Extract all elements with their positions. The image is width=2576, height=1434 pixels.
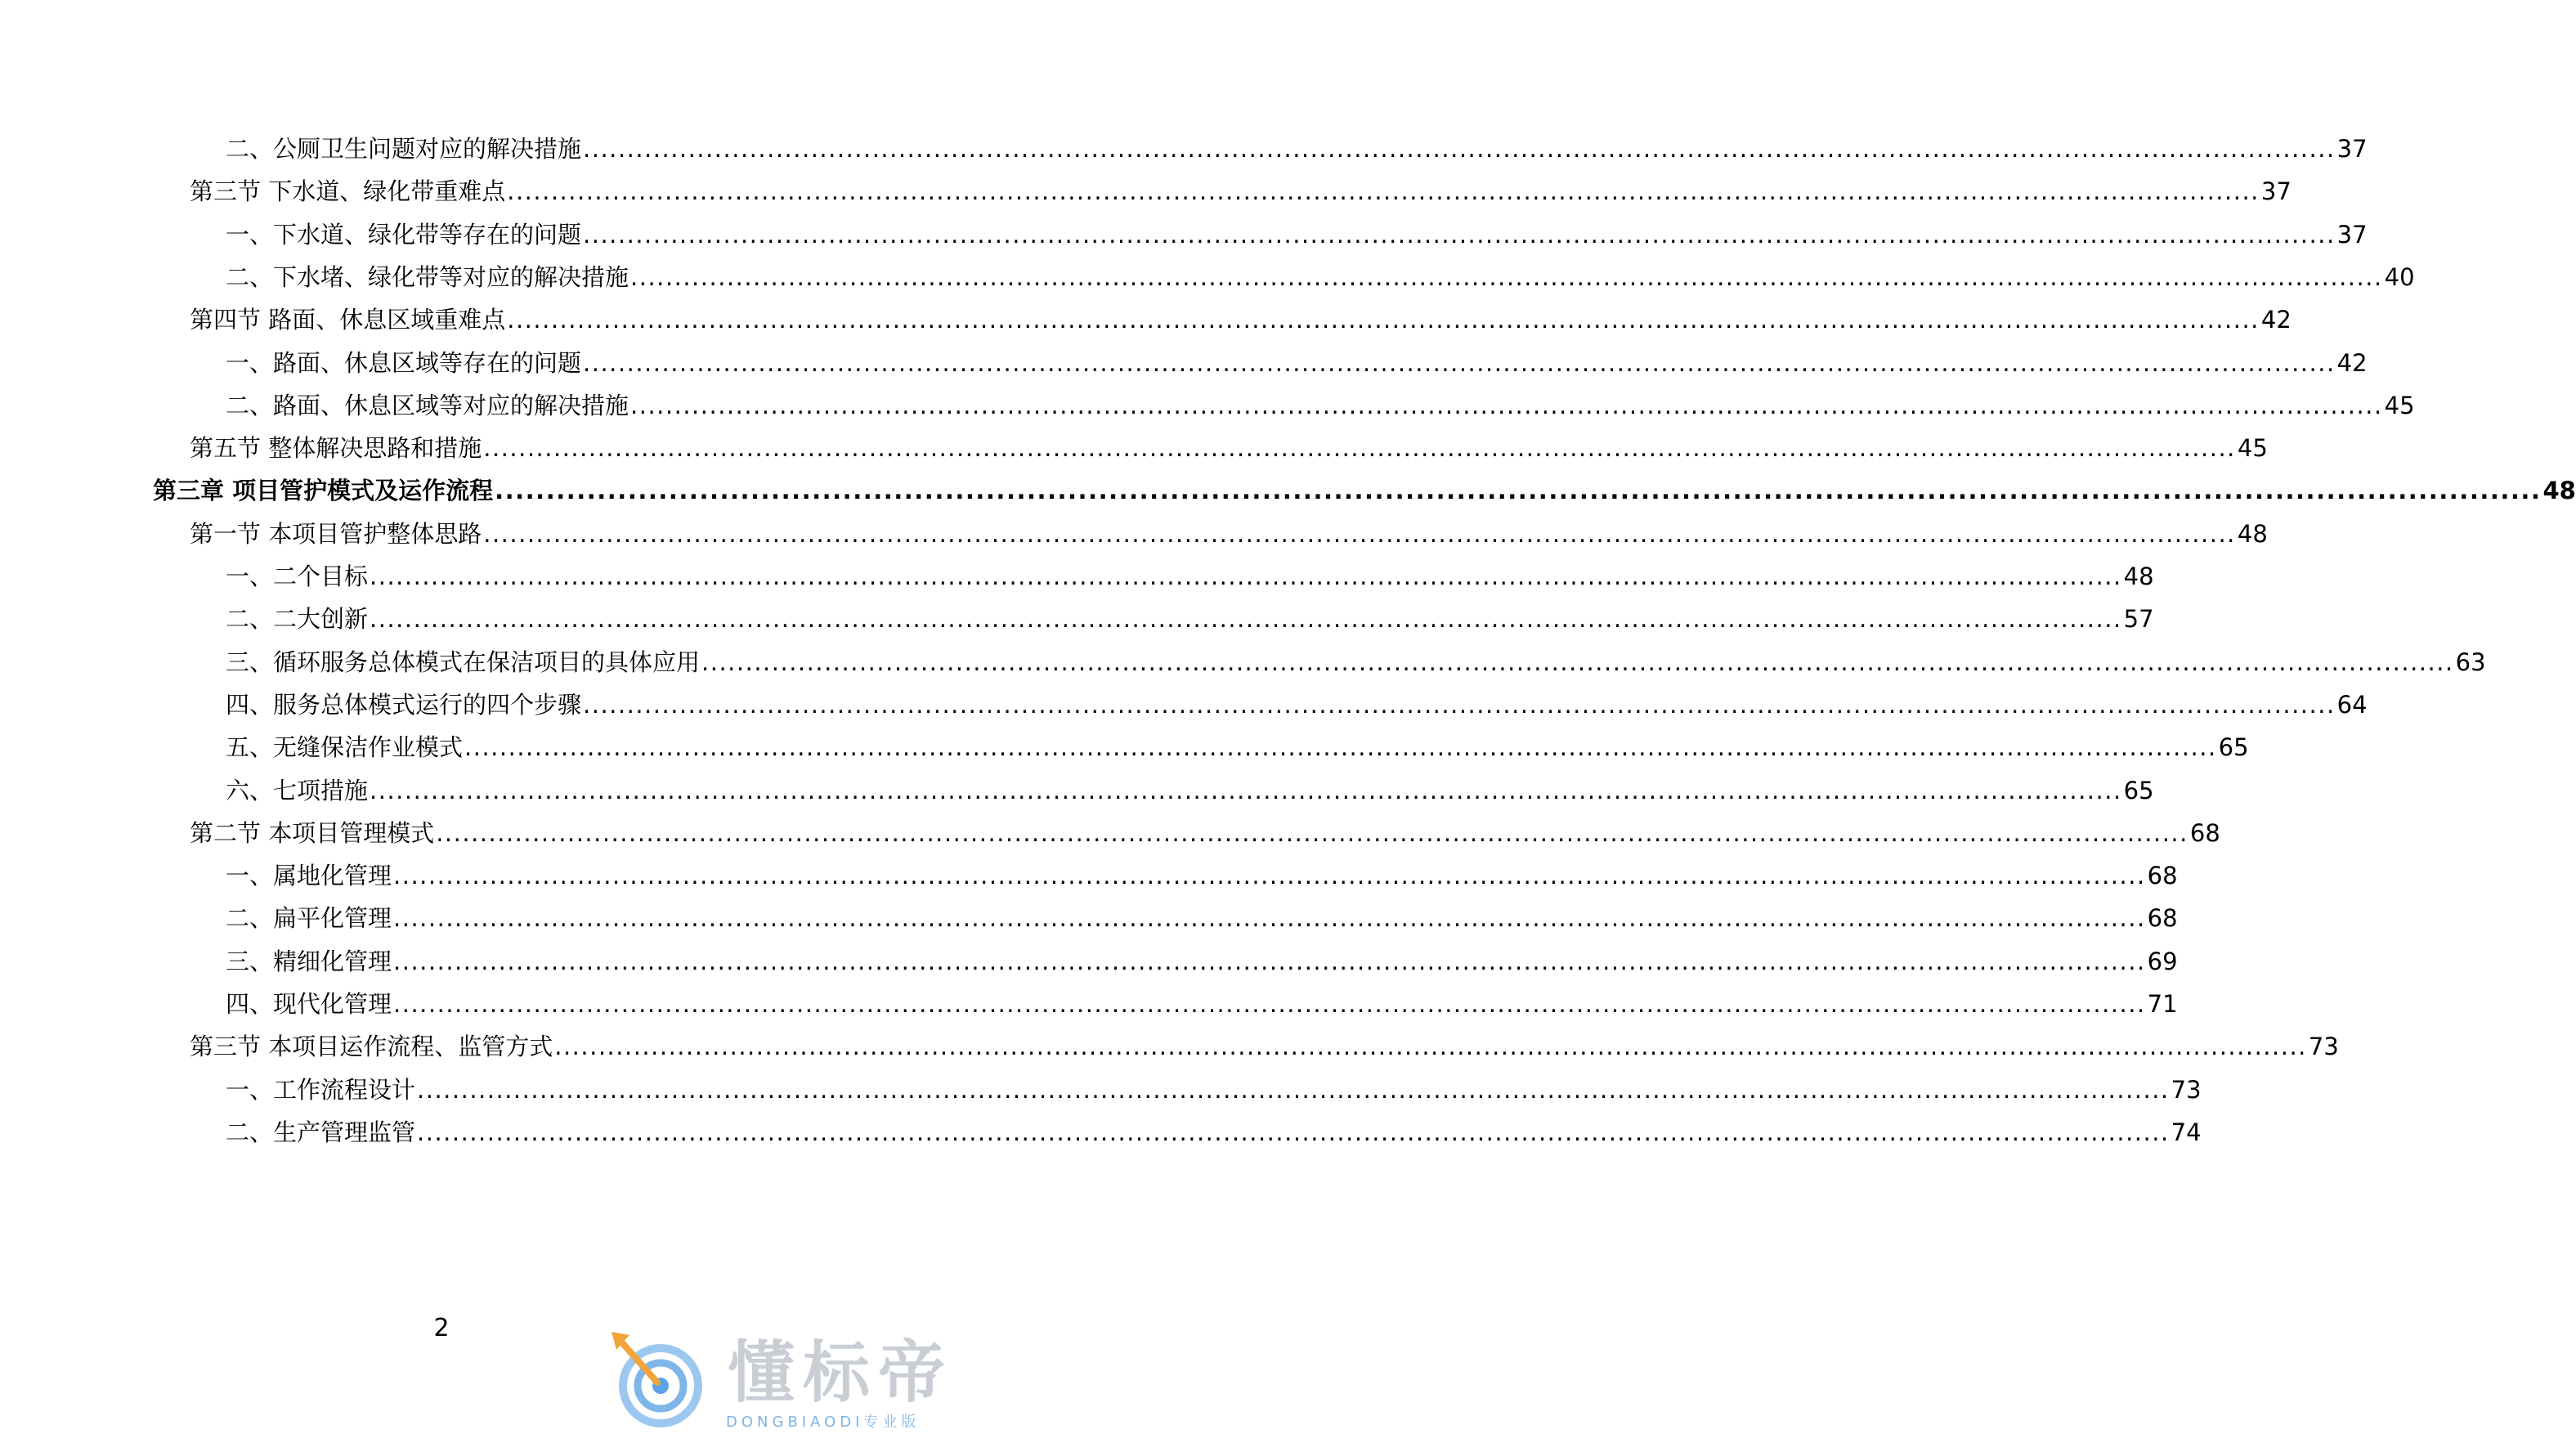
toc-entry-title: 第三节 本项目运作流程、监管方式 [190,1033,553,1061]
page-number: 2 [433,1314,450,1342]
toc-leader-dots: ........................................................................................................................................................................................................ [417,1118,2170,1146]
toc-entry[interactable] [226,389,2415,422]
toc-entry-page: 42 [2260,306,2292,334]
toc-leader-dots: ........................................................................................................................................................................................................ [370,605,2122,634]
toc-leader-dots: ........................................................................................................................................................................................................ [393,990,2146,1018]
toc-entry-page: 37 [2336,135,2368,163]
toc-entry-title: 三、循环服务总体模式在保洁项目的具体应用 [226,648,701,676]
toc-entry-title: 一、下水道、绿化带等存在的问题 [226,220,582,249]
toc-entry-page: 65 [2218,733,2249,762]
toc-entry-page: 45 [2237,434,2268,463]
toc-entry-title: 二、路面、休息区域等对应的解决措施 [226,391,629,419]
watermark-subtitle: DONGBIAODI专业版 [726,1414,921,1431]
toc-entry[interactable] [226,1116,2202,1149]
watermark-brand: 懂标帝 [728,1334,954,1412]
toc-entry[interactable] [190,175,2292,208]
toc-entry-title: 第一节 本项目管护整体思路 [190,519,482,548]
toc-entry[interactable] [226,218,2368,251]
toc-entry[interactable] [226,132,2368,165]
toc-entry-title: 三、精细化管理 [226,947,392,975]
toc-entry-title: 第二节 本项目管理模式 [190,818,435,847]
toc-entry-page: 63 [2455,648,2486,676]
toc-entry-title: 六、七项措施 [226,776,369,804]
toc-entry[interactable] [190,817,2220,849]
toc-leader-dots: ........................................................................................................................................................................................................ [583,690,2336,719]
toc-entry-title: 二、公厕卫生问题对应的解决措施 [226,135,582,163]
toc-entry-page: 65 [2123,776,2154,804]
toc-entry-title: 第五节 整体解决思路和措施 [190,434,482,463]
toc-entry[interactable] [190,1030,2339,1063]
toc-entry-title: 一、工作流程设计 [226,1075,416,1104]
toc-leader-dots: ........................................................................................................................................................................................................ [370,562,2122,590]
toc-entry[interactable] [190,303,2292,336]
toc-entry[interactable] [226,859,2178,892]
toc-leader-dots: ........................................................................................................................................................................................................ [630,391,2383,419]
toc-leader-dots: ........................................................................................................................................................................................................ [393,947,2146,975]
toc-entry-page: 48 [2542,477,2576,505]
toc-entry-title: 第四节 路面、休息区域重难点 [190,306,506,334]
toc-entry-page: 74 [2171,1118,2202,1146]
toc-entry-page: 37 [2260,177,2292,206]
toc-entry-page: 68 [2189,818,2220,847]
toc-leader-dots: ........................................................................................................................................................................................................ [583,220,2336,249]
toc-entry-page: 71 [2147,990,2178,1018]
toc-entry-page: 40 [2384,262,2415,291]
toc-entry[interactable] [226,646,2486,679]
toc-entry-page: 68 [2147,862,2178,890]
toc-leader-dots: ........................................................................................................................................................................................................ [507,177,2260,206]
toc-leader-dots: ........................................................................................................................................................................................................ [701,648,2454,676]
toc-entry-title: 一、二个目标 [226,562,369,590]
toc-entry-title: 二、二大创新 [226,605,369,634]
toc-entry-page: 37 [2336,220,2368,249]
toc-entry-title: 二、扁平化管理 [226,904,392,933]
toc-entry[interactable] [226,688,2368,721]
toc-entry[interactable] [226,347,2368,379]
toc-entry-page: 69 [2147,947,2178,975]
toc-entry[interactable] [226,774,2154,807]
toc-entry[interactable] [226,902,2178,934]
toc-entry-page: 73 [2171,1075,2202,1104]
toc-leader-dots: ........................................................................................................................................................................................................ [464,733,2217,762]
toc-entry[interactable] [226,603,2154,635]
toc-leader-dots: ........................................................................................................................................................................................................ [583,348,2336,377]
toc-entry-title: 二、生产管理监管 [226,1118,416,1146]
toc-leader-dots: ........................................................................................................................................................................................................ [370,776,2122,804]
watermark [605,1329,997,1431]
toc-entry[interactable] [226,1073,2202,1106]
toc-entry[interactable] [153,474,2576,507]
toc-leader-dots: ........................................................................................................................................................................................................ [393,862,2146,890]
toc-leader-dots: ........................................................................................................................................................................................................ [495,477,2542,505]
toc-entry-title: 四、服务总体模式运行的四个步骤 [226,690,582,719]
toc-leader-dots: ........................................................................................................................................................................................................ [483,434,2236,463]
toc-entry-title: 第三章 项目管护模式及运作流程 [153,477,494,505]
toc-entry-title: 一、属地化管理 [226,862,392,890]
toc-entry-page: 48 [2237,519,2268,548]
target-arrow-icon [605,1329,711,1431]
toc-entry-page: 68 [2147,904,2178,933]
toc-entry-title: 五、无缝保洁作业模式 [226,733,464,762]
toc-entry[interactable] [190,518,2268,550]
toc-leader-dots: ........................................................................................................................................................................................................ [483,519,2236,548]
toc-entry-page: 45 [2384,391,2415,419]
toc-entry-title: 二、下水堵、绿化带等对应的解决措施 [226,262,629,291]
toc-leader-dots: ........................................................................................................................................................................................................ [393,904,2146,933]
toc-entry[interactable] [190,432,2268,464]
toc-entry[interactable] [226,261,2415,294]
toc-leader-dots: ........................................................................................................................................................................................................ [583,135,2336,163]
toc-leader-dots: ........................................................................................................................................................................................................ [436,818,2188,847]
toc-entry-title: 一、路面、休息区域等存在的问题 [226,348,582,377]
toc-entry[interactable] [226,988,2178,1020]
toc-entry-page: 48 [2123,562,2154,590]
toc-entry-page: 73 [2308,1033,2339,1061]
toc-entry-title: 第三节 下水道、绿化带重难点 [190,177,506,206]
toc-entry-page: 42 [2336,348,2368,377]
toc-entry-title: 四、现代化管理 [226,990,392,1018]
toc-entry[interactable] [226,945,2178,978]
toc-leader-dots: ........................................................................................................................................................................................................ [554,1033,2307,1061]
toc-leader-dots: ........................................................................................................................................................................................................ [630,262,2383,291]
toc-entry-page: 64 [2336,690,2368,719]
toc-entry[interactable] [226,731,2249,764]
toc-leader-dots: ........................................................................................................................................................................................................ [417,1075,2170,1104]
toc-entry[interactable] [226,560,2154,593]
toc-entry-page: 57 [2123,605,2154,634]
toc-leader-dots: ........................................................................................................................................................................................................ [507,306,2260,334]
